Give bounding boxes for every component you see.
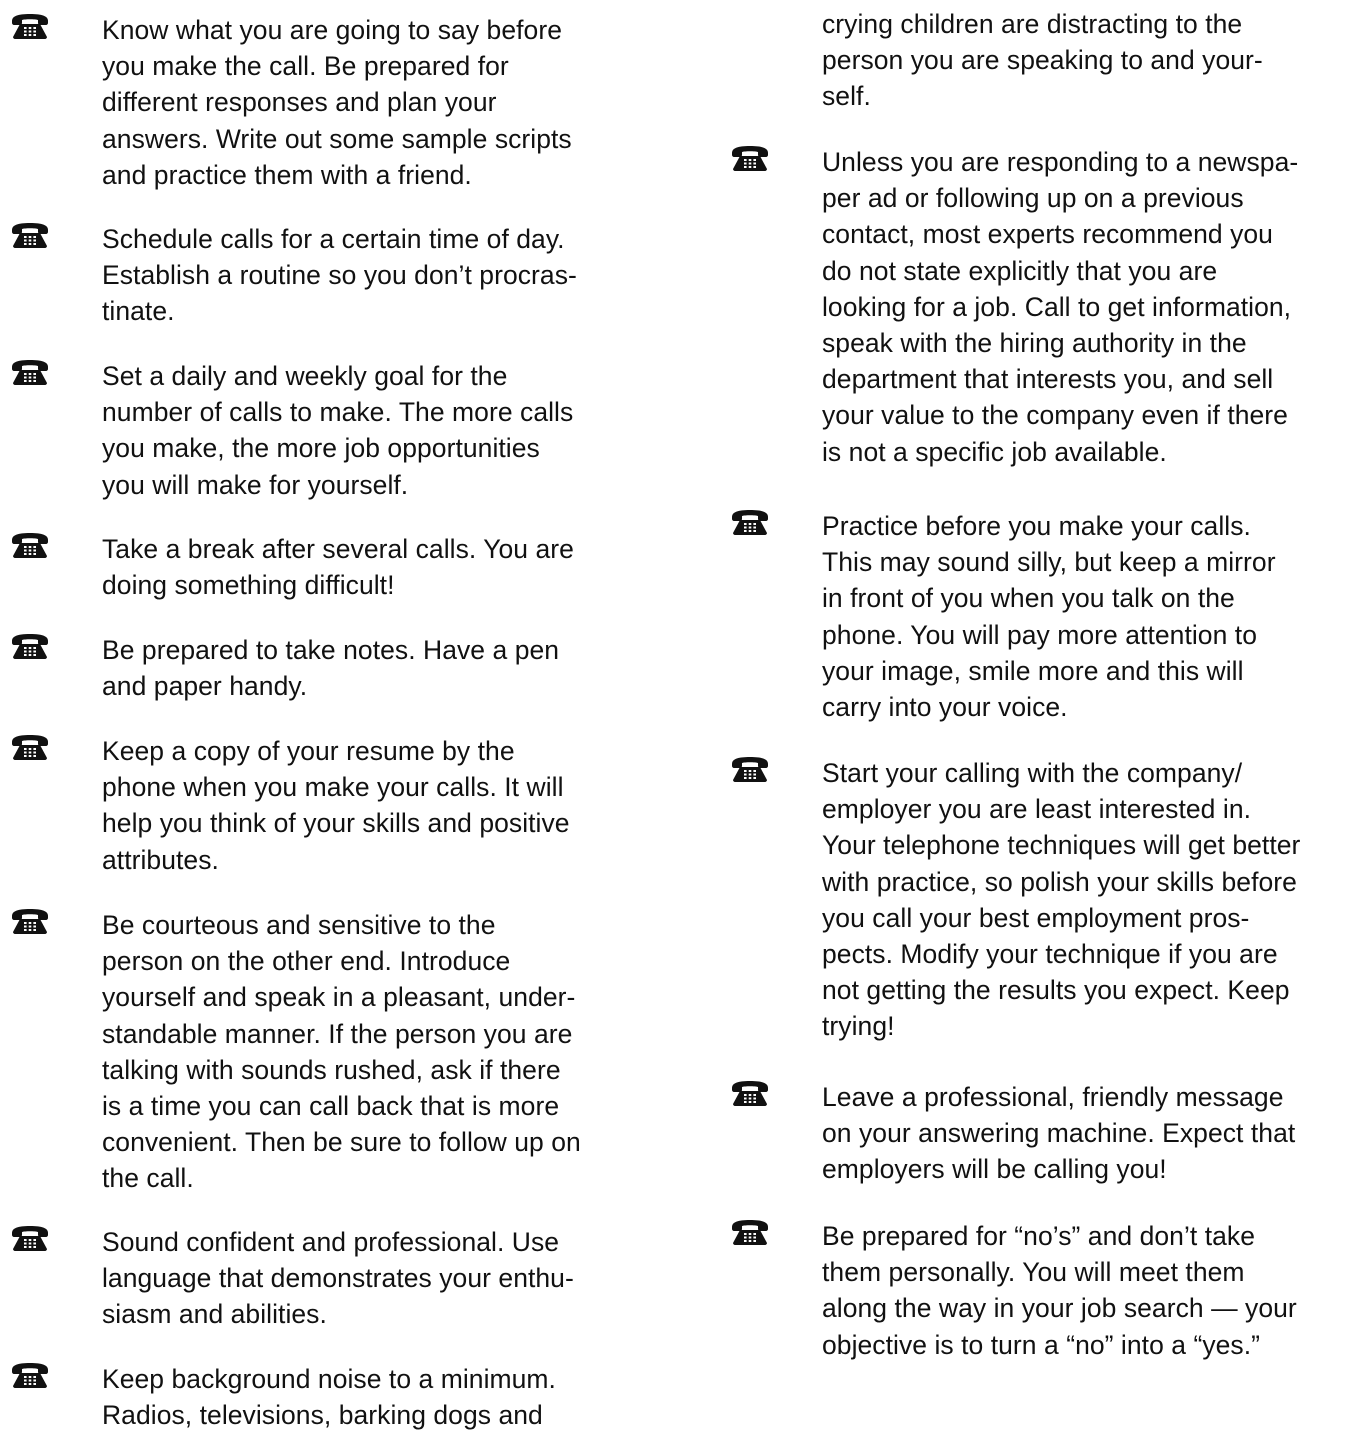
tip-line: Your telephone techniques will get better	[822, 830, 1301, 861]
tip-line: department that interests you, and sell	[822, 364, 1274, 395]
tip-line: and practice them with a friend.	[102, 159, 472, 190]
telephone-icon	[730, 1219, 770, 1243]
tip-line: in front of you when you talk on the	[822, 583, 1235, 614]
tip-line: Be courteous and sensitive to the	[102, 910, 496, 940]
telephone-icon	[10, 532, 50, 556]
tip-line: standable manner. If the person you are	[102, 1018, 573, 1049]
tip-line: convenient. Then be sure to follow up on	[102, 1127, 581, 1158]
tip-line: language that demonstrates your enthu-	[102, 1263, 574, 1294]
tip-line: Start your calling with the company/	[822, 758, 1243, 788]
tip-line: Be prepared for “no’s” and don’t take	[822, 1221, 1255, 1251]
telephone-icon	[730, 756, 770, 780]
tip-text	[822, 755, 1300, 1045]
tip-line: contact, most experts recommend you	[822, 219, 1273, 250]
tip-line: Radios, televisions, barking dogs and	[102, 1400, 543, 1431]
tip-line: you call your best employment pros-	[822, 902, 1250, 933]
tip-line: you make the call. Be prepared for	[102, 51, 509, 82]
tip-line: crying children are distracting to the	[822, 9, 1243, 39]
tip-line: Set a daily and weekly goal for the	[102, 361, 508, 391]
tip-line: help you think of your skills and positive	[102, 808, 570, 839]
tip-line: answers. Write out some sample scripts	[102, 123, 572, 154]
tip-line: Keep background noise to a minimum.	[102, 1364, 556, 1394]
tip-line: This may sound silly, but keep a mirror	[822, 547, 1276, 578]
tip-line: tinate.	[102, 296, 175, 327]
telephone-icon	[10, 13, 50, 37]
tip-text	[102, 907, 581, 1197]
tip-line: phone. You will pay more attention to	[822, 619, 1257, 650]
tip-line: yourself and speak in a pleasant, under-	[102, 982, 576, 1013]
tip-text	[102, 1224, 574, 1333]
tip-line: speak with the hiring authority in the	[822, 328, 1247, 359]
tip-line: Take a break after several calls. You are	[102, 534, 574, 564]
tip-line: self.	[822, 81, 871, 112]
tip-line: and paper handy.	[102, 671, 308, 702]
tip-line: with practice, so polish your skills before	[822, 866, 1297, 897]
tip-line: person you are speaking to and your-	[822, 45, 1263, 76]
telephone-icon	[10, 1225, 50, 1249]
telephone-icon	[730, 145, 770, 169]
tip-text	[102, 632, 559, 704]
tip-line: them personally. You will meet them	[822, 1257, 1245, 1288]
tip-line: you will make for yourself.	[102, 469, 409, 500]
tip-line: along the way in your job search — your	[822, 1293, 1297, 1324]
tip-line: Be prepared to take notes. Have a pen	[102, 635, 560, 665]
telephone-icon	[10, 633, 50, 657]
tip-line: doing something difficult!	[102, 570, 395, 601]
telephone-icon	[730, 1080, 770, 1104]
tip-line: do not state explicitly that you are	[822, 255, 1218, 286]
tip-line: your value to the company even if there	[822, 400, 1288, 431]
tip-line: different responses and plan your	[102, 87, 497, 118]
tip-line: looking for a job. Call to get information,	[822, 291, 1292, 322]
telephone-icon	[10, 359, 50, 383]
tip-line: talking with sounds rushed, ask if there	[102, 1054, 561, 1085]
tip-line: pects. Modify your technique if you are	[822, 939, 1278, 970]
tip-line: Sound confident and professional. Use	[102, 1227, 560, 1257]
tip-line: carry into your voice.	[822, 692, 1068, 723]
tip-text	[102, 733, 570, 878]
tip-line: not getting the results you expect. Keep	[822, 975, 1290, 1006]
telephone-icon	[10, 734, 50, 758]
telephone-icon	[730, 509, 770, 533]
tip-text	[102, 221, 577, 330]
tip-line: employer you are least interested in.	[822, 794, 1252, 825]
tip-line: is a time you can call back that is more	[102, 1091, 560, 1122]
tip-line: siasm and abilities.	[102, 1299, 327, 1330]
tip-text	[822, 144, 1298, 470]
tip-line: attributes.	[102, 844, 219, 875]
tip-line: Leave a professional, friendly message	[822, 1082, 1284, 1112]
tip-text	[822, 508, 1276, 725]
tip-line: the call.	[102, 1163, 194, 1194]
tip-text	[822, 1218, 1297, 1363]
telephone-icon	[10, 1362, 50, 1386]
telephone-icon	[10, 222, 50, 246]
tip-line: per ad or following up on a previous	[822, 183, 1244, 214]
tip-text	[102, 531, 574, 603]
tip-line: you make, the more job opportunities	[102, 433, 540, 464]
tip-line: objective is to turn a “no” into a “yes.”	[822, 1329, 1261, 1360]
tip-text	[822, 1079, 1295, 1188]
tip-line: Keep a copy of your resume by the	[102, 736, 515, 766]
tip-line: Establish a routine so you don’t procras-	[102, 260, 577, 291]
tip-line: Know what you are going to say before	[102, 15, 562, 45]
tip-line: is not a specific job available.	[822, 436, 1167, 467]
tip-line: employers will be calling you!	[822, 1154, 1167, 1185]
tip-text	[102, 12, 572, 193]
tip-line: phone when you make your calls. It will	[102, 772, 564, 803]
tip-text	[102, 358, 573, 503]
tip-text	[102, 1361, 556, 1433]
tip-line: trying!	[822, 1011, 895, 1042]
tip-line: number of calls to make. The more calls	[102, 397, 574, 428]
tip-line: person on the other end. Introduce	[102, 946, 511, 977]
tip-line: Unless you are responding to a newspa-	[822, 147, 1299, 177]
tip-line: Practice before you make your calls.	[822, 511, 1251, 541]
tip-text	[822, 6, 1263, 115]
tip-line: Schedule calls for a certain time of day.	[102, 224, 565, 254]
tip-line: your image, smile more and this will	[822, 655, 1244, 686]
telephone-icon	[10, 908, 50, 932]
tip-line: on your answering machine. Expect that	[822, 1118, 1296, 1149]
